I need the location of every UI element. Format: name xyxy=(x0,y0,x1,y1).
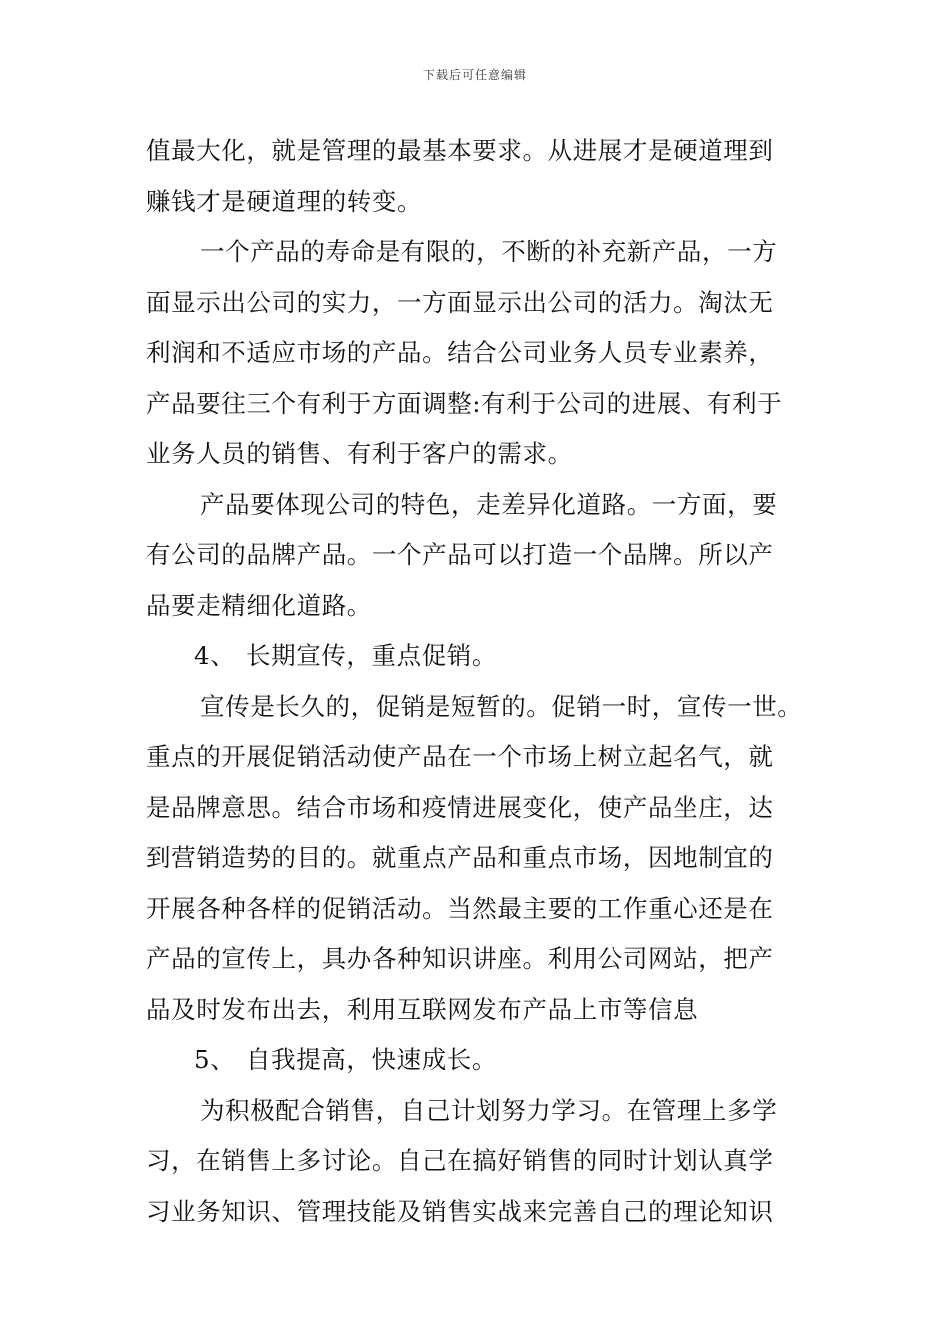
page-header: 下载后可任意编辑 xyxy=(422,68,527,82)
text-line: 利润和不适应市场的产品。结合公司业务人员专业素养， xyxy=(146,338,774,367)
document-body xyxy=(146,126,826,1237)
text-line: 习，在销售上多讨论。自己在搞好销售的同时计划认真学 xyxy=(146,1146,774,1175)
section-heading xyxy=(146,1035,826,1086)
text-line: 业务人员的销售、有利于客户的需求。 xyxy=(146,439,573,468)
text-line: 一个产品的寿命是有限的，不断的补充新产品，一方 xyxy=(200,237,778,266)
text-line: 值最大化，就是管理的最基本要求。从进展才是硬道理到 xyxy=(146,136,774,165)
text-line: 开展各种各样的促销活动。当然最主要的工作重心还是在 xyxy=(146,893,774,923)
text-line: 产品要体现公司的特色，走差异化道路。一方面，要 xyxy=(200,489,778,519)
section-title: 长期宣传，重点促销。 xyxy=(246,641,497,670)
text-line: 赚钱才是硬道理的转变。 xyxy=(146,186,423,216)
text-line: 习业务知识、管理技能及销售实战来完善自己的理论知识 xyxy=(146,1196,774,1226)
text-line: 到营销造势的目的。就重点产品和重点市场，因地制宜的 xyxy=(146,843,774,872)
text-line: 产品要往三个有利于方面调整:有利于公司的进展、有利于 xyxy=(146,388,783,418)
text-line: 是品牌意思。结合市场和疫情进展变化，使产品坐庄，达 xyxy=(146,792,774,822)
text-line: 品及时发布出去，利用互联网发布产品上市等信息 xyxy=(146,994,699,1024)
text-line: 有公司的品牌产品。一个产品可以打造一个品牌。所以产 xyxy=(146,540,774,569)
text-line: 宣传是长久的，促销是短暂的。促销一时，宣传一世。 xyxy=(200,691,803,721)
text-line: 产品的宣传上，具办各种知识讲座。利用公司网站，把产 xyxy=(146,944,774,973)
section-heading xyxy=(146,631,826,682)
text-line: 面显示出公司的实力，一方面显示出公司的活力。淘汰无 xyxy=(146,287,774,317)
text-line: 重点的开展促销活动使产品在一个市场上树立起名气，就 xyxy=(146,742,774,771)
text-line: 品要走精细化道路。 xyxy=(146,590,372,620)
text-line: 为积极配合销售，自己计划努力学习。在管理上多学 xyxy=(200,1095,778,1125)
section-number: 5、 xyxy=(194,1045,236,1074)
section-title: 自我提高，快速成长。 xyxy=(246,1045,497,1074)
section-number: 4、 xyxy=(194,641,236,670)
